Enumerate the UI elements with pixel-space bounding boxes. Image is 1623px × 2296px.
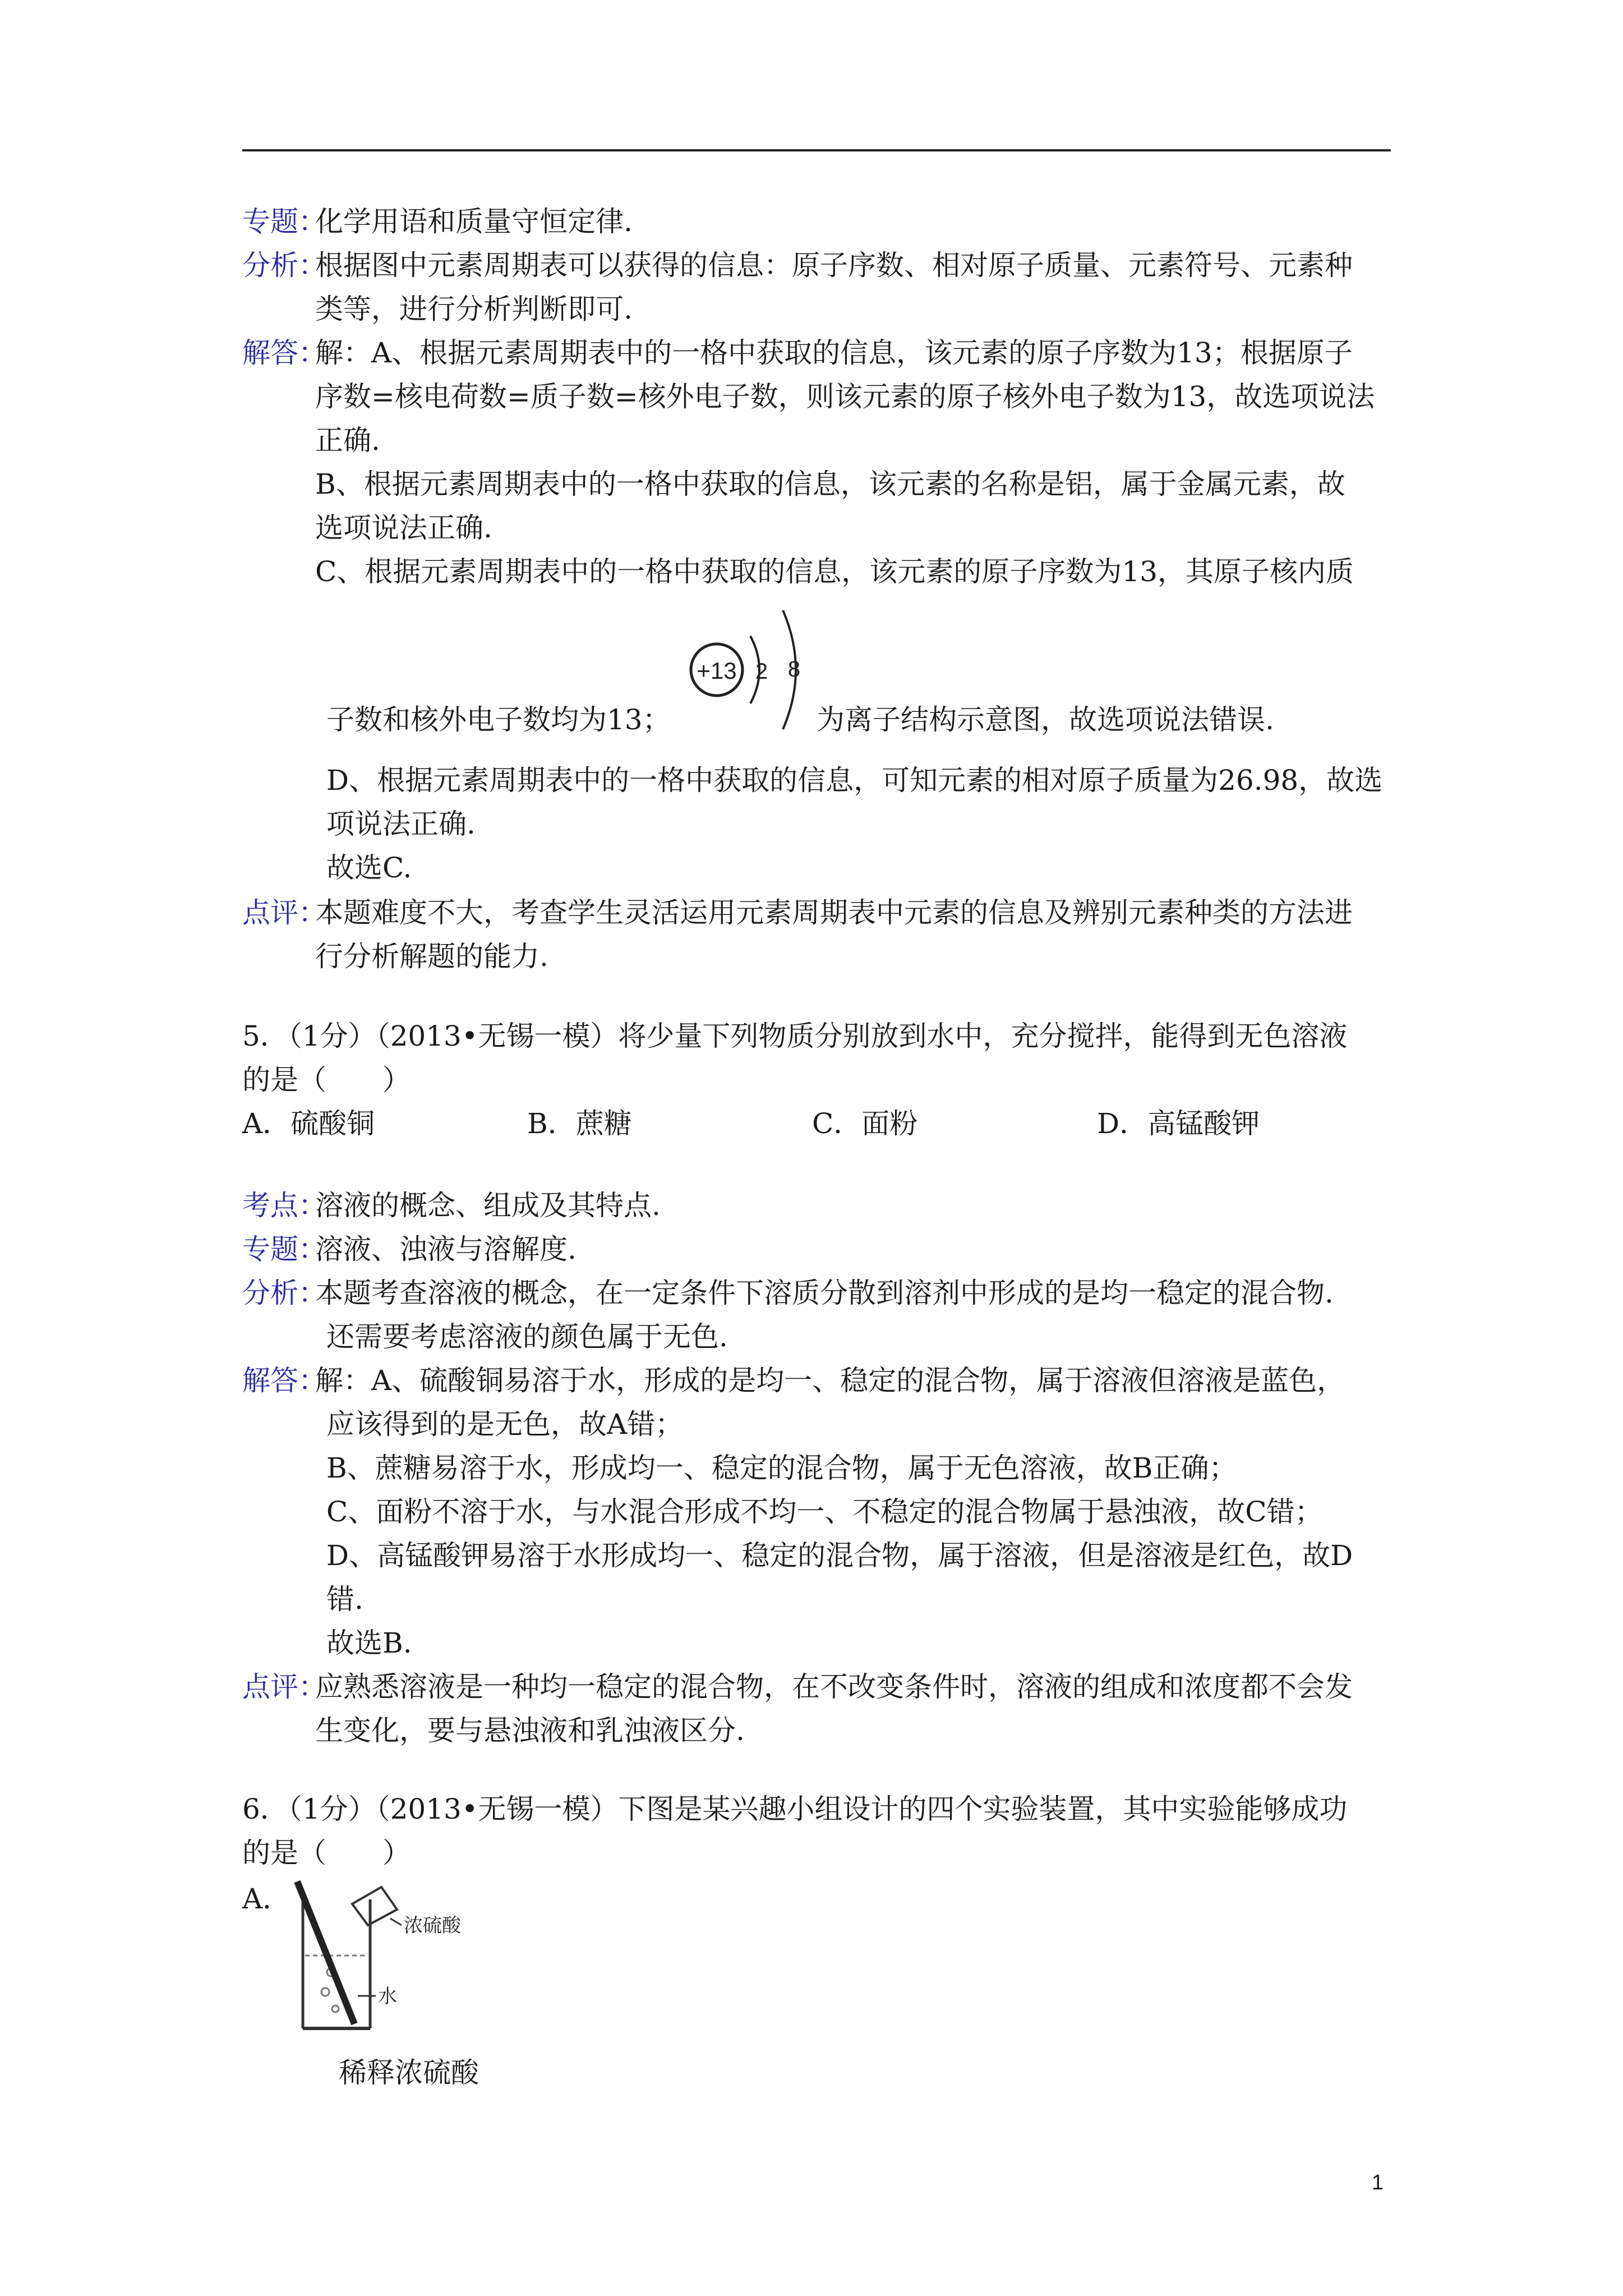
jieda-line: 解：A、根据元素周期表中的一格中获取的信息，该元素的原子序数为13；根据原子 <box>315 337 1353 369</box>
d-line: 项说法正确. <box>326 808 476 840</box>
q6-option-a-label: A． <box>242 1883 291 1915</box>
fenxi-label: 分析： <box>242 1277 326 1309</box>
jieda-line: D、高锰酸钾易溶于水形成均一、稳定的混合物，属于溶液，但是溶液是红色，故D <box>326 1539 1353 1572</box>
nucleus-label: +13 <box>697 657 737 684</box>
zhuanti-text: 溶液、浊液与溶解度. <box>315 1233 577 1266</box>
jieda-line: C、根据元素周期表中的一格中获取的信息，该元素的原子序数为13，其原子核内质 <box>315 555 1354 588</box>
fenxi-line: 本题考查溶液的概念，在一定条件下溶质分散到溶剂中形成的是均一稳定的混合物. <box>315 1277 1334 1309</box>
answer-line: 故选C. <box>326 852 412 884</box>
jieda-line: B、蔗糖易溶于水，形成均一、稳定的混合物，属于无色溶液，故B正确； <box>326 1452 1237 1484</box>
kaodian-label: 考点： <box>242 1189 326 1222</box>
dianping-label: 点评： <box>242 896 326 929</box>
fenxi-line: 还需要考虑溶液的颜色属于无色. <box>326 1320 728 1353</box>
q5-option-d: D．高锰酸钾 <box>1097 1107 1260 1140</box>
kaodian-text: 溶液的概念、组成及其特点. <box>315 1189 661 1222</box>
ion-structure-diagram <box>684 604 819 738</box>
jieda-line: 故选B. <box>326 1627 412 1659</box>
jieda-line: C、面粉不溶于水，与水混合形成不均一、不稳定的混合物属于悬浊液，故C错； <box>326 1496 1323 1528</box>
dianping-line: 应熟悉溶液是一种均一稳定的混合物，在不改变条件时，溶液的组成和浓度都不会发 <box>315 1671 1353 1703</box>
c-line-left: 子数和核外电子数均为13； <box>326 703 671 736</box>
jieda-line: 应该得到的是无色，故A错； <box>326 1408 684 1441</box>
acid-label: 浓硫酸 <box>404 1915 461 1936</box>
acid-vessel <box>352 1887 397 1925</box>
q6-stem-line: 6．（1分）（2013•无锡一模）下图是某兴趣小组设计的四个实验装置，其中实验能够成功 <box>242 1793 1348 1825</box>
bubble <box>332 2005 339 2012</box>
q6-stem-line: 的是（ ） <box>242 1837 411 1869</box>
d-line: D、根据元素周期表中的一格中获取的信息，可知元素的相对原子质量为26.98，故选 <box>326 764 1383 797</box>
zhuanti-text: 化学用语和质量守恒定律. <box>315 205 633 238</box>
fenxi-line: 类等，进行分析判断即可. <box>315 293 633 325</box>
jieda-line: B、根据元素周期表中的一格中获取的信息，该元素的名称是铝，属于金属元素，故 <box>315 468 1345 500</box>
figure-caption: 稀释浓硫酸 <box>339 2056 479 2089</box>
acid-pointer <box>390 1918 402 1925</box>
jieda-line: 选项说法正确. <box>315 512 492 544</box>
jieda-line: 错. <box>326 1583 363 1616</box>
fenxi-label: 分析： <box>242 249 326 282</box>
q5-option-a: A．硫酸铜 <box>242 1107 375 1140</box>
q5-stem-line: 5．（1分）（2013•无锡一模）将少量下列物质分别放到水中，充分搅拌，能得到无色溶液 <box>242 1020 1348 1052</box>
q5-stem-line: 的是（ ） <box>242 1064 411 1096</box>
shell2-electrons: 8 <box>787 657 801 682</box>
dianping-line: 本题难度不大，考查学生灵活运用元素周期表中元素的信息及辨别元素种类的方法进 <box>315 896 1353 929</box>
jieda-line: 解：A、硫酸铜易溶于水，形成的是均一、稳定的混合物，属于溶液但溶液是蓝色， <box>315 1364 1345 1397</box>
page-number: 1 <box>1372 2171 1384 2194</box>
jieda-label: 解答： <box>242 1364 326 1397</box>
q5-option-c: C．面粉 <box>812 1107 918 1140</box>
header-rule <box>242 149 1391 151</box>
q5-option-b: B．蔗糖 <box>527 1107 632 1140</box>
jieda-line: 序数=核电荷数=质子数=核外电子数，则该元素的原子核外电子数为13，故选项说法 <box>315 380 1375 413</box>
glass-rod <box>297 1881 354 2024</box>
jieda-label: 解答： <box>242 337 326 369</box>
c-line-right: 为离子结构示意图，故选项说法错误. <box>817 703 1274 736</box>
shell1-electrons: 2 <box>755 659 768 684</box>
bubble <box>321 1988 329 1996</box>
dianping-line: 行分析解题的能力. <box>315 940 548 973</box>
dianping-line: 生变化，要与悬浊液和乳浊液区分. <box>315 1714 745 1747</box>
dilution-figure <box>292 1877 494 2045</box>
dianping-label: 点评： <box>242 1671 326 1703</box>
fenxi-line: 根据图中元素周期表可以获得的信息：原子序数、相对原子质量、元素符号、元素种 <box>315 249 1353 282</box>
zhuanti-label: 专题： <box>242 205 326 238</box>
jieda-line: 正确. <box>315 424 380 457</box>
zhuanti-label: 专题： <box>242 1233 326 1266</box>
water-label: 水 <box>378 1986 397 2007</box>
